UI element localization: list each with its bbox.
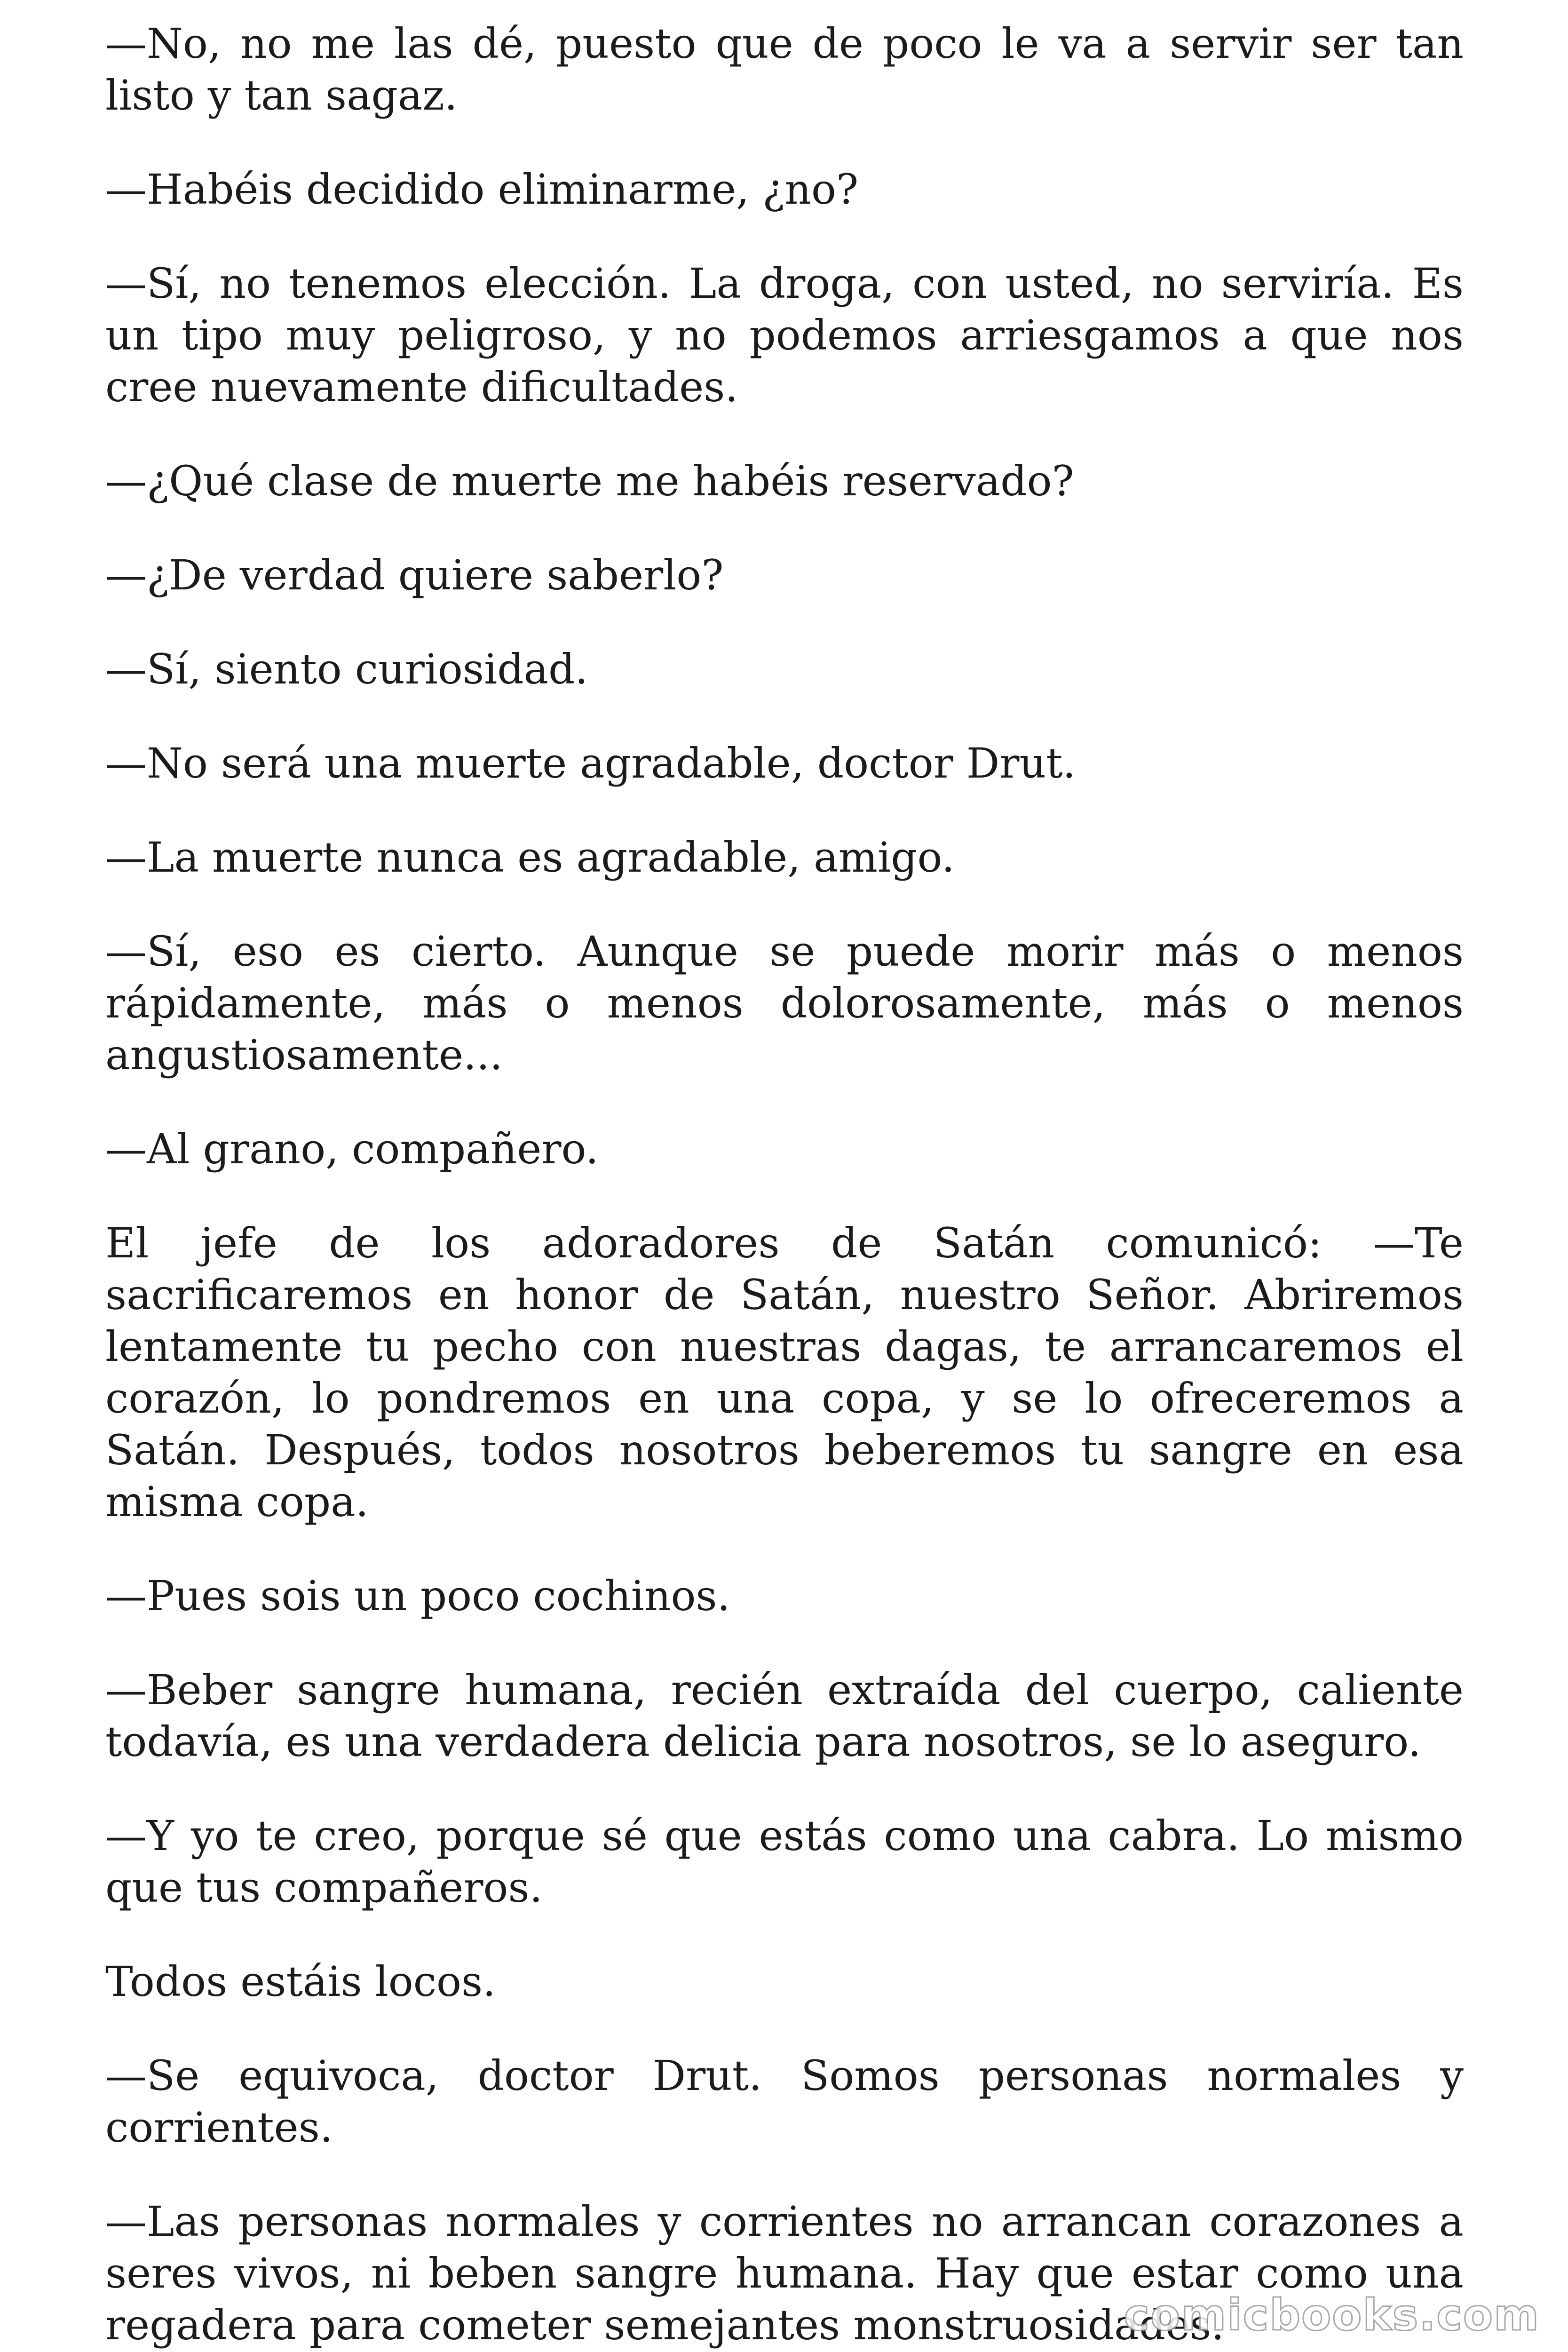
paragraph: —Pues sois un poco cochinos.: [105, 1572, 730, 1620]
paragraph: —Habéis decidido eliminarme, ¿no?: [105, 165, 859, 214]
paragraph: —Y yo te creo, porque sé que estás como una cabra. Lo mismo que tus compañeros.: [105, 1812, 1464, 1912]
paragraph: —¿Qué clase de muerte me habéis reservado?: [105, 457, 1074, 505]
watermark-logo: comicbooks.com: [1124, 2290, 1540, 2340]
paragraph: —Sí, no tenemos elección. La droga, con usted, no serviría. Es un tipo muy peligroso, y no podemos arriesgamos a que nos cree nuevamente dificultades.: [105, 259, 1464, 411]
paragraph: —Beber sangre humana, recién extraída del cuerpo, caliente todavía, es una verdadera delicia para nosotros, se lo aseguro.: [105, 1666, 1464, 1766]
paragraph: —¿De verdad quiere saberlo?: [105, 551, 724, 599]
paragraph: —Las personas normales y corrientes no arrancan corazones a seres vivos, ni beben sangre humana. Hay que estar como una regadera para cometer semejantes monstruosidades.: [105, 2197, 1464, 2349]
paragraph: —Sí, eso es cierto. Aunque se puede morir más o menos rápidamente, más o menos dolorosamente, más o menos angustiosamente...: [105, 927, 1464, 1079]
paragraph: —La muerte nunca es agradable, amigo.: [105, 833, 955, 882]
paragraph: —Al grano, compañero.: [105, 1125, 599, 1173]
book-page: [105, 18, 1464, 2352]
paragraph: —Sí, siento curiosidad.: [105, 645, 588, 693]
paragraph: —No será una muerte agradable, doctor Drut.: [105, 739, 1076, 787]
paragraph: —No, no me las dé, puesto que de poco le va a servir ser tan listo y tan sagaz.: [105, 19, 1464, 119]
paragraph: El jefe de los adoradores de Satán comunicó: —Te sacrificaremos en honor de Satán, nuestro Señor. Abriremos lentamente tu pecho con nuestras dagas, te arrancaremos el corazón, lo pondremos en una copa, y se lo ofreceremos a Satán. Después, todos nosotros beberemos tu sangre en esa misma copa.: [105, 1219, 1464, 1526]
paragraph: —Se equivoca, doctor Drut. Somos personas normales y corrientes.: [105, 2051, 1464, 2152]
paragraph: Todos estáis locos.: [105, 1957, 496, 2006]
